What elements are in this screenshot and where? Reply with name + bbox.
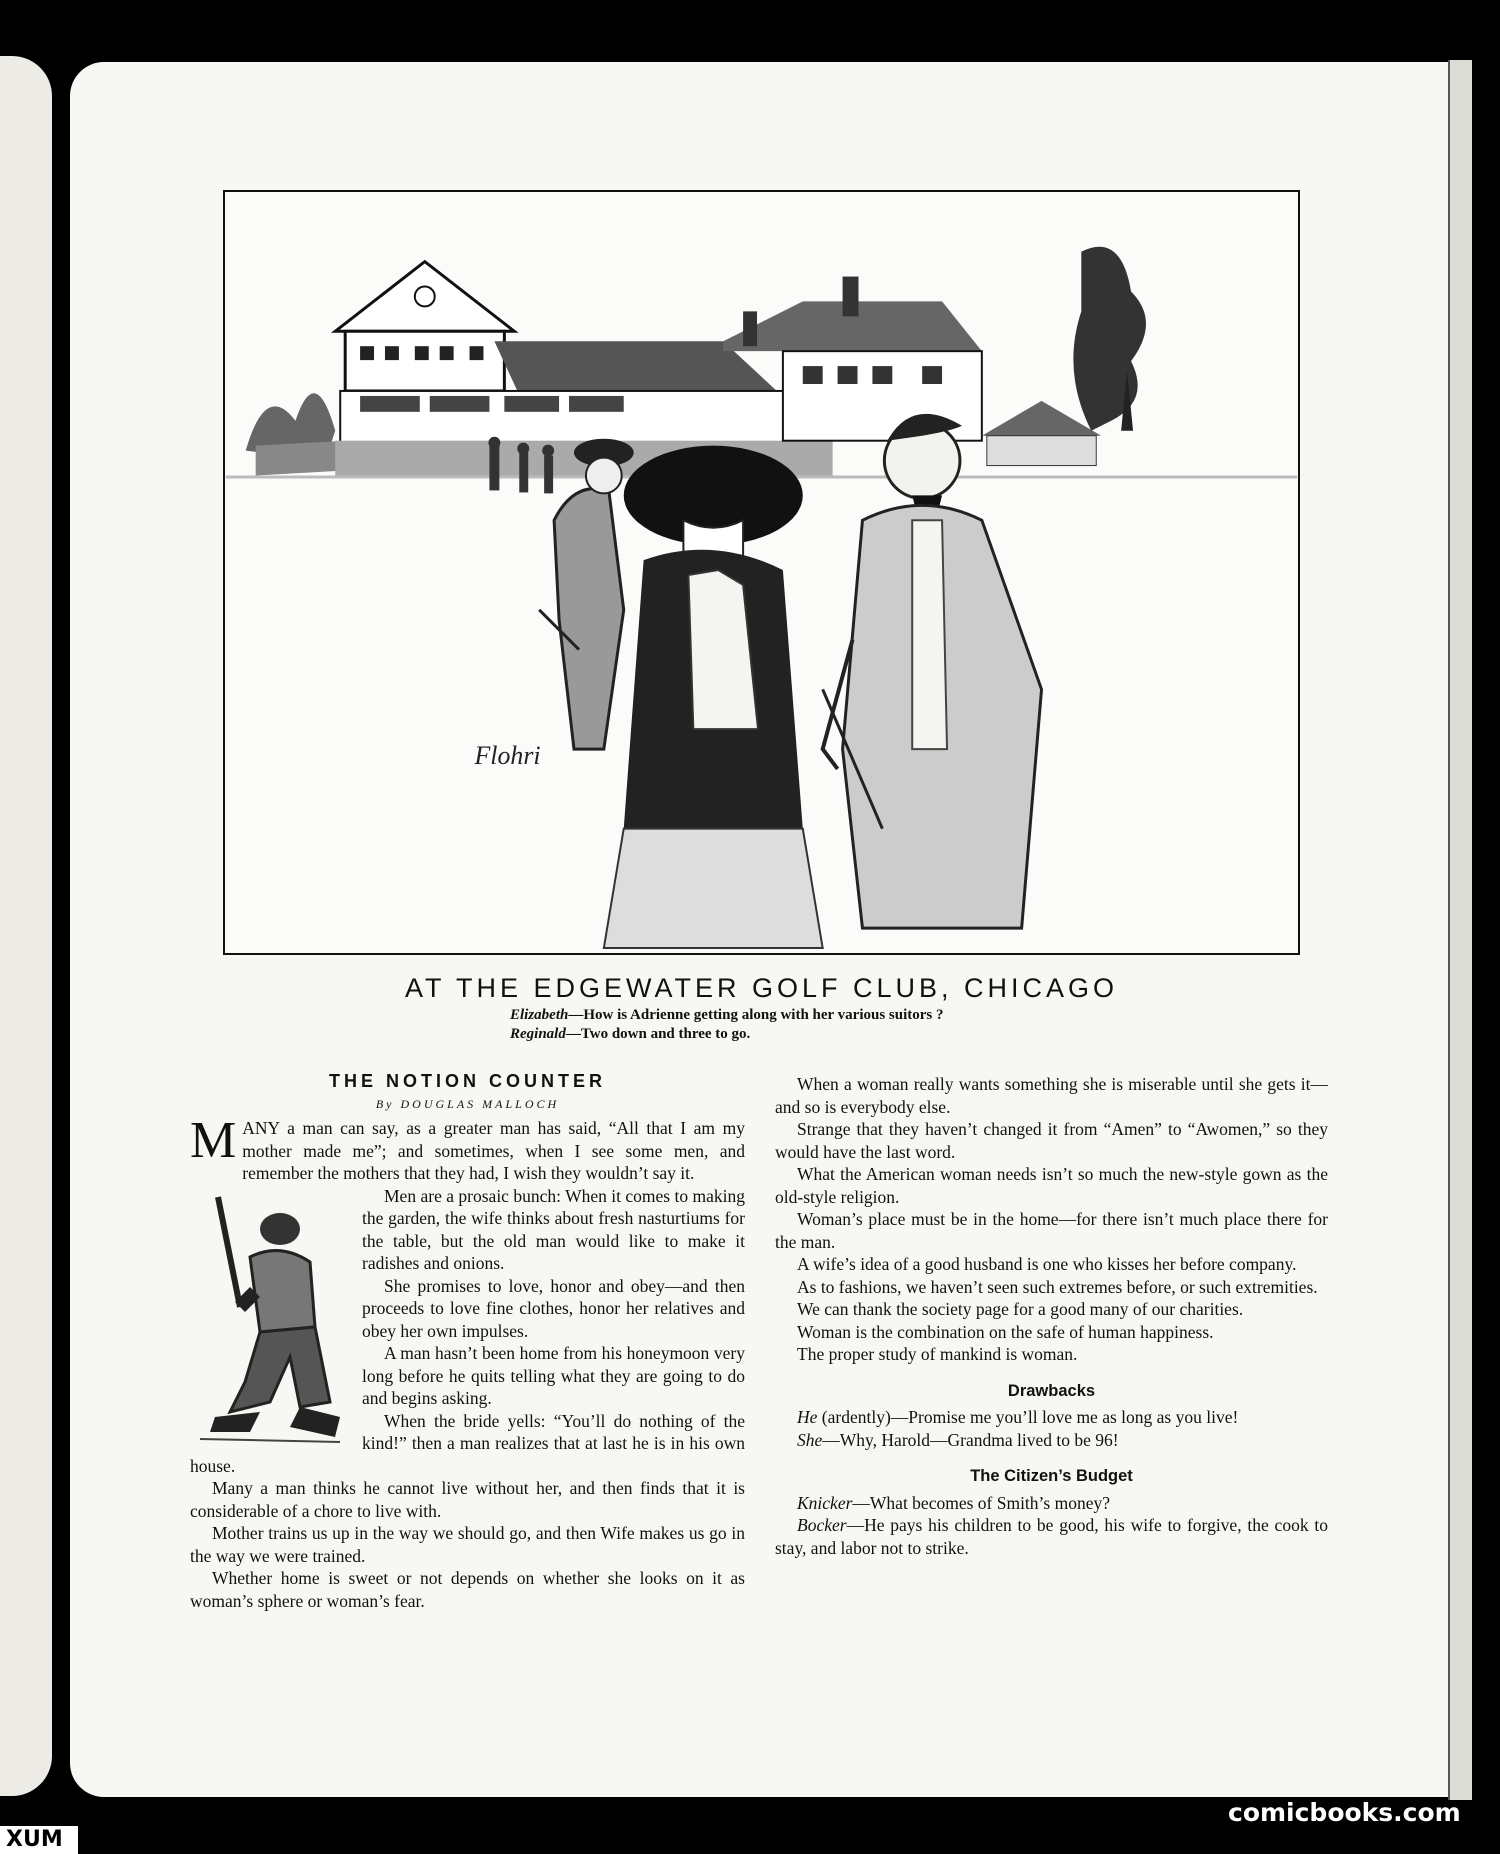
article-paragraph: A wife’s idea of a good husband is one who kisses her before company. [797,1254,1297,1274]
artist-signature: Flohri [474,740,541,770]
article-paragraph: Men are a prosaic bunch: When it comes to making the garden, the wife thinks about fresh nasturtiums for the table, but the old man would like to make it radishes and onions. [362,1185,745,1273]
article-paragraph: A man hasn’t been home from his honeymoon very long before he quits telling what they are going to do and begins asking. [362,1343,745,1408]
caption-speaker-1: Elizabeth [510,1007,569,1023]
baseball-batter-illustration [190,1187,350,1449]
budget-answer: Bocker—He pays his children to be good, his wife to forgive, the cook to stay, and labor not to strike. [775,1515,1328,1558]
article-paragraph: As to fashions, we haven’t seen such extremes before, or such extremities. [797,1276,1318,1297]
drawbacks-he-line: He (ardently)—Promise me you’ll love me as long as you live! [797,1407,1239,1427]
left-page-edge [0,56,52,1796]
article-paragraph: Strange that they haven’t changed it from “Amen” to “Awomen,” so they would have the last word. [775,1119,1328,1162]
article-paragraph: Woman’s place must be in the home—for there isn’t much place there for the man. [775,1209,1328,1252]
caption-speaker-2: Reginald [510,1026,566,1042]
caption-line-1 [510,1007,1110,1024]
site-watermark: comicbooks.com [1228,1798,1461,1827]
article-paragraph: She promises to love, honor and obey—and then proceeds to love fine clothes, honor her relatives and obey her own impulses. [362,1275,745,1341]
article-paragraph: Whether home is sweet or not depends on whether she looks on it as woman’s sphere or woman’s fear. [190,1568,745,1611]
article-left-column [190,1070,745,1612]
article-paragraph: Woman is the combination on the safe of human happiness. [797,1321,1214,1342]
article-paragraph: The proper study of mankind is woman. [797,1344,1078,1364]
article-paragraph: Mother trains us up in the way we should go, and then Wife makes us go in the way we were trained. [190,1523,745,1566]
drawbacks-heading: Drawbacks [1007,1381,1096,1400]
article-title: THE NOTION COUNTER [329,1071,606,1091]
article-paragraph: When the bride yells: “You’ll do nothing of the kind!” then a man realizes that at last he is in his own house. [190,1410,745,1476]
caption-title: AT THE EDGEWATER GOLF CLUB, CHICAGO [404,973,1119,1003]
article-paragraph: MANY a man can say, as a greater man has said, “All that I am my mother made me”; and sometimes, when I see some men, and remember the mothers that they had, I wish they wouldn’t say it. [190,1112,745,1183]
drawbacks-she-line: She—Why, Harold—Grandma lived to be 96! [797,1429,1119,1450]
article-paragraph: What the American woman needs isn’t so much the new-style gown as the old-style religion. [775,1164,1328,1207]
golf-club-illustration [223,190,1300,955]
caption-line-2 [510,1026,1110,1043]
article-paragraph: When a woman really wants something she is miserable until she gets it—and so is everybody else. [775,1074,1328,1117]
right-page-edge [1448,60,1472,1800]
caption-text-1: —How is Adrienne getting along with her various suitors ? [568,1007,944,1023]
article-paragraph: Many a man thinks he cannot live without her, and then finds that it is considerable of a chore to live with. [190,1478,745,1521]
budget-heading: The Citizen’s Budget [970,1467,1133,1485]
drop-cap: M [190,1112,237,1169]
caption-text-2: —Two down and three to go. [565,1026,751,1042]
article-right-column [775,1073,1328,1559]
article-paragraph: We can thank the society page for a good many of our charities. [797,1299,1244,1319]
article-byline: By DOUGLAS MALLOCH [375,1096,560,1111]
corner-badge: XUM [0,1826,78,1854]
budget-question: Knicker—What becomes of Smith’s money? [797,1492,1110,1513]
